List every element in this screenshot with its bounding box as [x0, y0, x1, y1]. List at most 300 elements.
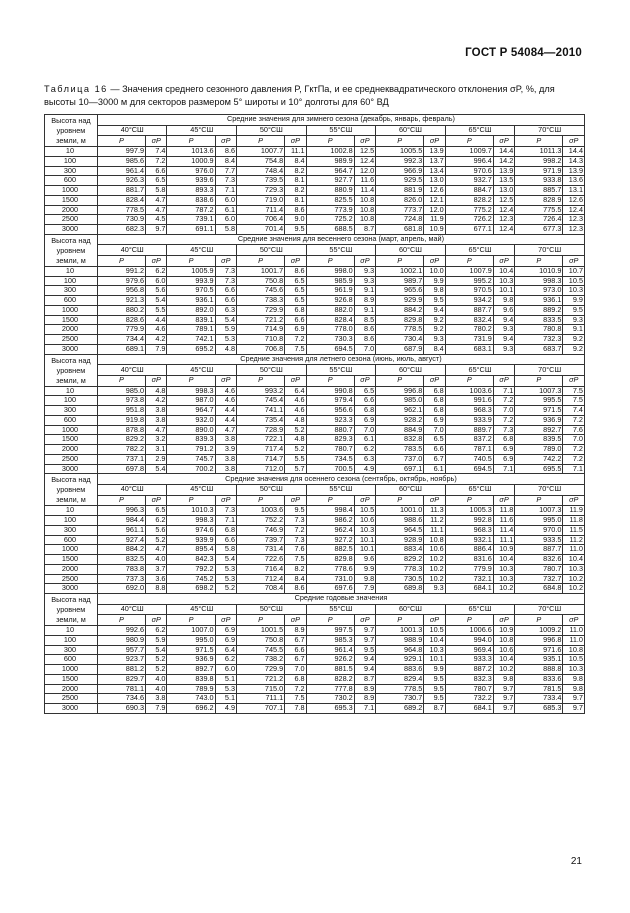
section-title: Средние значения для зимнего сезона (декабрь, январь, февраль) [97, 115, 584, 126]
section-title-row [45, 234, 585, 245]
pressure-cell: 775.5 [515, 205, 563, 215]
sigma-cell: 10.8 [354, 205, 375, 215]
pressure-cell: 692.0 [97, 584, 145, 594]
sigma-cell: 4.7 [146, 205, 167, 215]
pressure-subheader: P [515, 375, 563, 386]
pressure-subheader: P [167, 136, 215, 147]
pressure-subheader: P [97, 615, 145, 626]
sigma-cell: 7.0 [354, 344, 375, 354]
sigma-cell: 6.7 [424, 454, 445, 464]
pressure-cell: 1001.3 [376, 626, 424, 636]
pressure-cell: 969.4 [445, 645, 493, 655]
sigma-cell: 9.4 [424, 305, 445, 315]
pressure-cell: 826.0 [376, 195, 424, 205]
pressure-cell: 829.8 [306, 555, 354, 565]
sigma-cell: 14.4 [563, 147, 585, 157]
pressure-cell: 779.9 [445, 564, 493, 574]
pressure-cell: 890.0 [167, 425, 215, 435]
sigma-cell: 4.4 [215, 415, 236, 425]
pressure-cell: 884.7 [445, 186, 493, 196]
pressure-cell: 745.6 [237, 286, 285, 296]
sigma-cell: 12.4 [493, 225, 514, 235]
pressure-cell: 892.7 [515, 425, 563, 435]
table-row [45, 156, 585, 166]
sigma-cell: 3.8 [146, 694, 167, 704]
pressure-cell: 998.2 [515, 156, 563, 166]
sigma-cell: 8.4 [285, 156, 306, 166]
pressure-cell: 707.1 [237, 704, 285, 714]
sigma-cell: 8.7 [354, 674, 375, 684]
height-cell: 300 [45, 286, 98, 296]
height-cell: 2000 [45, 684, 98, 694]
pressure-cell: 929.5 [376, 176, 424, 186]
sigma-cell: 9.9 [424, 665, 445, 675]
pressure-cell: 935.1 [515, 655, 563, 665]
sigma-cell: 11.1 [424, 525, 445, 535]
sigma-cell: 3.8 [215, 454, 236, 464]
pressure-cell: 985.3 [306, 635, 354, 645]
pressure-cell: 985.0 [376, 396, 424, 406]
latitude-header: 45°СШ [167, 365, 237, 376]
pressure-cell: 683.7 [515, 344, 563, 354]
pressure-cell: 719.0 [237, 195, 285, 205]
sigma-cell: 10.2 [424, 564, 445, 574]
pressure-subheader: P [97, 495, 145, 506]
sigma-cell: 5.9 [146, 635, 167, 645]
section-title: Средние значения для осеннего сезона (сентябрь, октябрь, ноябрь) [97, 474, 584, 485]
subheader-row [45, 495, 585, 506]
sigma-subheader: σP [146, 375, 167, 386]
pressure-cell: 725.2 [306, 215, 354, 225]
pressure-cell: 933.9 [445, 415, 493, 425]
pressure-cell: 838.6 [167, 195, 215, 205]
pressure-cell: 750.8 [237, 276, 285, 286]
sigma-cell: 6.9 [354, 415, 375, 425]
sigma-cell: 4.7 [146, 195, 167, 205]
pressure-cell: 780.7 [515, 564, 563, 574]
sigma-cell: 12.1 [424, 195, 445, 205]
sigma-cell: 7.2 [563, 454, 585, 464]
sigma-cell: 7.5 [563, 396, 585, 406]
sigma-cell: 9.3 [493, 344, 514, 354]
pressure-cell: 778.3 [376, 564, 424, 574]
section-title-row [45, 594, 585, 605]
sigma-cell: 7.6 [563, 425, 585, 435]
pressure-cell: 829.4 [376, 674, 424, 684]
pressure-cell: 957.7 [97, 645, 145, 655]
pressure-cell: 1003.6 [237, 506, 285, 516]
sigma-cell: 9.4 [493, 315, 514, 325]
sigma-cell: 4.2 [146, 396, 167, 406]
pressure-cell: 962.1 [376, 406, 424, 416]
table-row [45, 665, 585, 675]
sigma-cell: 7.5 [285, 344, 306, 354]
height-cell: 100 [45, 396, 98, 406]
pressure-cell: 985.6 [97, 156, 145, 166]
pressure-cell: 964.7 [167, 406, 215, 416]
pressure-cell: 831.6 [445, 555, 493, 565]
latitude-header-row [45, 365, 585, 376]
sigma-subheader: σP [563, 495, 585, 506]
pressure-cell: 778.5 [376, 325, 424, 335]
pressure-cell: 684.1 [445, 584, 493, 594]
pressure-cell: 961.9 [306, 286, 354, 296]
pressure-cell: 881.5 [306, 665, 354, 675]
pressure-cell: 1007.3 [515, 506, 563, 516]
sigma-cell: 6.6 [285, 645, 306, 655]
sigma-cell: 9.5 [563, 305, 585, 315]
height-cell: 10 [45, 506, 98, 516]
pressure-cell: 1005.5 [376, 147, 424, 157]
pressure-cell: 970.5 [167, 286, 215, 296]
sigma-cell: 14.4 [493, 147, 514, 157]
pressure-cell: 887.7 [515, 545, 563, 555]
pressure-cell: 732.7 [515, 574, 563, 584]
pressure-cell: 778.6 [306, 564, 354, 574]
sigma-cell: 7.3 [215, 176, 236, 186]
sigma-cell: 9.7 [563, 704, 585, 714]
height-cell: 300 [45, 166, 98, 176]
latitude-header: 65°СШ [445, 484, 515, 495]
sigma-subheader: σP [146, 615, 167, 626]
sigma-subheader: σP [215, 256, 236, 267]
sigma-subheader: σP [146, 495, 167, 506]
pressure-cell: 712.0 [237, 464, 285, 474]
pressure-cell: 722.1 [237, 435, 285, 445]
sigma-cell: 5.4 [215, 315, 236, 325]
latitude-header: 45°СШ [167, 125, 237, 136]
sigma-cell: 9.7 [493, 694, 514, 704]
sigma-subheader: σP [285, 375, 306, 386]
sigma-cell: 7.3 [493, 425, 514, 435]
pressure-cell: 881.2 [97, 665, 145, 675]
pressure-cell: 832.3 [445, 674, 493, 684]
sigma-cell: 5.8 [215, 545, 236, 555]
sigma-cell: 7.2 [285, 684, 306, 694]
sigma-cell: 6.5 [285, 286, 306, 296]
pressure-cell: 711.1 [237, 694, 285, 704]
height-cell: 2500 [45, 454, 98, 464]
section-title: Средние годовые значения [97, 594, 584, 605]
sigma-cell: 9.7 [493, 684, 514, 694]
pressure-cell: 726.2 [445, 215, 493, 225]
pressure-cell: 730.4 [376, 335, 424, 345]
pressure-cell: 775.2 [445, 205, 493, 215]
pressure-subheader: P [445, 256, 493, 267]
pressure-cell: 734.4 [97, 335, 145, 345]
pressure-cell: 1010.3 [167, 506, 215, 516]
pressure-cell: 973.8 [97, 396, 145, 406]
sigma-cell: 13.6 [563, 176, 585, 186]
pressure-cell: 929.9 [376, 296, 424, 306]
sigma-cell: 12.3 [563, 225, 585, 235]
sigma-cell: 6.9 [493, 445, 514, 455]
pressure-cell: 889.2 [515, 305, 563, 315]
sigma-cell: 11.2 [563, 535, 585, 545]
height-cell: 2500 [45, 335, 98, 345]
pressure-subheader: P [376, 375, 424, 386]
sigma-cell: 11.3 [424, 506, 445, 516]
pressure-cell: 832.4 [445, 315, 493, 325]
pressure-cell: 928.2 [376, 415, 424, 425]
pressure-cell: 748.4 [237, 166, 285, 176]
pressure-cell: 889.7 [445, 425, 493, 435]
sigma-cell: 8.2 [285, 564, 306, 574]
pressure-cell: 1001.7 [237, 266, 285, 276]
sigma-cell: 10.9 [493, 626, 514, 636]
table-row [45, 626, 585, 636]
sigma-cell: 10.5 [354, 506, 375, 516]
pressure-cell: 781.1 [97, 684, 145, 694]
pressure-cell: 737.3 [97, 574, 145, 584]
pressure-cell: 964.8 [376, 645, 424, 655]
height-cell: 1000 [45, 305, 98, 315]
sigma-cell: 12.6 [563, 195, 585, 205]
pressure-subheader: P [445, 375, 493, 386]
sigma-cell: 8.9 [354, 684, 375, 694]
sigma-cell: 12.0 [354, 166, 375, 176]
subheader-row [45, 256, 585, 267]
pressure-cell: 933.5 [515, 535, 563, 545]
sigma-cell: 9.3 [424, 584, 445, 594]
subheader-row [45, 136, 585, 147]
sigma-cell: 6.2 [146, 516, 167, 526]
sigma-subheader: σP [563, 615, 585, 626]
height-header: Высота над уровнем земли, м [45, 354, 98, 386]
pressure-cell: 829.2 [97, 435, 145, 445]
pressure-cell: 1003.6 [445, 386, 493, 396]
pressure-cell: 745.4 [237, 396, 285, 406]
pressure-cell: 714.9 [237, 325, 285, 335]
pressure-cell: 739.7 [237, 535, 285, 545]
sigma-cell: 3.8 [146, 406, 167, 416]
sigma-cell: 7.1 [563, 464, 585, 474]
pressure-cell: 783.5 [376, 445, 424, 455]
sigma-cell: 9.1 [354, 305, 375, 315]
sigma-cell: 5.2 [215, 584, 236, 594]
pressure-subheader: P [306, 256, 354, 267]
sigma-cell: 12.5 [493, 195, 514, 205]
sigma-cell: 6.1 [424, 464, 445, 474]
sigma-cell: 10.3 [493, 564, 514, 574]
height-cell: 1500 [45, 555, 98, 565]
pressure-cell: 697.6 [306, 584, 354, 594]
sigma-cell: 6.6 [215, 296, 236, 306]
sigma-subheader: σP [563, 256, 585, 267]
sigma-cell: 13.7 [424, 156, 445, 166]
sigma-cell: 4.8 [146, 386, 167, 396]
pressure-cell: 739.5 [237, 176, 285, 186]
sigma-cell: 4.6 [146, 325, 167, 335]
sigma-cell: 7.1 [215, 186, 236, 196]
sigma-cell: 7.0 [285, 665, 306, 675]
pressure-subheader: P [376, 615, 424, 626]
height-cell: 1500 [45, 435, 98, 445]
latitude-header: 55°СШ [306, 604, 376, 615]
sigma-cell: 10.3 [424, 645, 445, 655]
table-row [45, 215, 585, 225]
sigma-cell: 12.4 [563, 205, 585, 215]
pressure-cell: 732.1 [445, 574, 493, 584]
latitude-header: 70°СШ [515, 365, 585, 376]
pressure-cell: 985.9 [306, 276, 354, 286]
pressure-cell: 710.8 [237, 335, 285, 345]
sigma-cell: 4.4 [215, 406, 236, 416]
pressure-cell: 881.7 [97, 186, 145, 196]
sigma-cell: 10.3 [563, 286, 585, 296]
sigma-cell: 11.8 [493, 506, 514, 516]
sigma-subheader: σP [215, 615, 236, 626]
pressure-cell: 998.3 [515, 276, 563, 286]
sigma-cell: 13.0 [493, 186, 514, 196]
pressure-cell: 739.1 [167, 215, 215, 225]
sigma-cell: 5.6 [146, 286, 167, 296]
sigma-cell: 12.6 [424, 186, 445, 196]
pressure-cell: 964.5 [376, 525, 424, 535]
sigma-cell: 6.8 [424, 396, 445, 406]
pressure-cell: 1000.9 [167, 156, 215, 166]
sigma-cell: 5.4 [146, 645, 167, 655]
sigma-cell: 5.7 [285, 464, 306, 474]
pressure-cell: 933.3 [445, 655, 493, 665]
latitude-header: 70°СШ [515, 125, 585, 136]
table-row [45, 335, 585, 345]
pressure-cell: 1002.8 [306, 147, 354, 157]
height-cell: 600 [45, 655, 98, 665]
pressure-cell: 986.2 [306, 516, 354, 526]
sigma-cell: 4.8 [215, 344, 236, 354]
sigma-cell: 8.9 [354, 694, 375, 704]
pressure-cell: 733.4 [515, 694, 563, 704]
document-header: ГОСТ Р 54084—2010 [465, 47, 582, 59]
sigma-cell: 10.4 [424, 635, 445, 645]
pressure-cell: 998.3 [167, 516, 215, 526]
pressure-cell: 956.8 [97, 286, 145, 296]
pressure-cell: 884.2 [376, 305, 424, 315]
sigma-cell: 9.7 [146, 225, 167, 235]
sigma-cell: 10.2 [424, 555, 445, 565]
pressure-subheader: P [306, 136, 354, 147]
latitude-header: 40°СШ [97, 604, 167, 615]
latitude-header: 70°СШ [515, 245, 585, 256]
pressure-cell: 886.4 [445, 545, 493, 555]
sigma-cell: 10.8 [424, 535, 445, 545]
sigma-cell: 10.5 [424, 626, 445, 636]
sigma-cell: 10.1 [354, 535, 375, 545]
table-row [45, 674, 585, 684]
height-cell: 1000 [45, 425, 98, 435]
sigma-cell: 8.2 [285, 186, 306, 196]
pressure-subheader: P [376, 495, 424, 506]
height-cell: 3000 [45, 344, 98, 354]
sigma-subheader: σP [493, 136, 514, 147]
table-row [45, 305, 585, 315]
latitude-header: 45°СШ [167, 484, 237, 495]
latitude-header: 65°СШ [445, 604, 515, 615]
sigma-cell: 10.1 [493, 286, 514, 296]
table-row [45, 296, 585, 306]
pressure-cell: 700.2 [167, 464, 215, 474]
sigma-cell: 6.7 [285, 655, 306, 665]
sigma-cell: 7.2 [285, 525, 306, 535]
sigma-cell: 9.5 [424, 684, 445, 694]
sigma-cell: 9.5 [285, 225, 306, 235]
sigma-cell: 9.7 [563, 694, 585, 704]
pressure-cell: 789.0 [515, 445, 563, 455]
pressure-subheader: P [306, 615, 354, 626]
sigma-cell: 13.0 [424, 176, 445, 186]
pressure-cell: 926.2 [306, 655, 354, 665]
pressure-cell: 962.4 [306, 525, 354, 535]
pressure-cell: 883.4 [376, 545, 424, 555]
pressure-cell: 683.1 [445, 344, 493, 354]
pressure-cell: 695.3 [306, 704, 354, 714]
pressure-cell: 746.9 [237, 525, 285, 535]
sigma-cell: 7.9 [146, 704, 167, 714]
pressure-cell: 837.2 [445, 435, 493, 445]
sigma-cell: 3.8 [215, 435, 236, 445]
pressure-cell: 722.6 [237, 555, 285, 565]
sigma-cell: 5.5 [146, 305, 167, 315]
sigma-cell: 7.7 [215, 166, 236, 176]
sigma-cell: 9.6 [354, 555, 375, 565]
height-header: Высота над уровнем земли, м [45, 474, 98, 506]
height-cell: 3000 [45, 464, 98, 474]
sigma-cell: 9.2 [563, 335, 585, 345]
pressure-cell: 829.2 [376, 555, 424, 565]
pressure-cell: 706.8 [237, 344, 285, 354]
height-cell: 3000 [45, 584, 98, 594]
pressure-cell: 878.8 [97, 425, 145, 435]
pressure-cell: 881.9 [376, 186, 424, 196]
table-row [45, 435, 585, 445]
sigma-cell: 5.6 [146, 525, 167, 535]
pressure-cell: 780.7 [445, 684, 493, 694]
pressure-subheader: P [97, 375, 145, 386]
table-row [45, 276, 585, 286]
sigma-subheader: σP [493, 375, 514, 386]
subheader-row [45, 375, 585, 386]
sigma-cell: 9.2 [563, 344, 585, 354]
sigma-cell: 9.8 [563, 684, 585, 694]
pressure-cell: 781.5 [515, 684, 563, 694]
pressure-cell: 721.2 [237, 674, 285, 684]
sigma-cell: 5.2 [146, 665, 167, 675]
pressure-cell: 741.1 [237, 406, 285, 416]
sigma-cell: 5.5 [285, 454, 306, 464]
sigma-cell: 13.9 [424, 147, 445, 157]
pressure-cell: 730.5 [376, 574, 424, 584]
pressure-cell: 697.1 [376, 464, 424, 474]
pressure-cell: 974.6 [167, 525, 215, 535]
sigma-cell: 6.3 [215, 305, 236, 315]
pressure-cell: 961.4 [306, 645, 354, 655]
sigma-cell: 11.6 [354, 176, 375, 186]
sigma-cell: 7.2 [563, 415, 585, 425]
latitude-header: 40°СШ [97, 365, 167, 376]
sigma-cell: 9.5 [285, 506, 306, 516]
pressure-cell: 829.7 [97, 674, 145, 684]
sigma-cell: 4.6 [215, 396, 236, 406]
pressure-cell: 936.1 [515, 296, 563, 306]
pressure-cell: 980.9 [97, 635, 145, 645]
sigma-cell: 6.9 [285, 325, 306, 335]
sigma-cell: 7.3 [215, 266, 236, 276]
pressure-cell: 732.2 [445, 694, 493, 704]
pressure-cell: 737.0 [376, 454, 424, 464]
pressure-cell: 825.5 [306, 195, 354, 205]
sigma-cell: 6.3 [354, 454, 375, 464]
